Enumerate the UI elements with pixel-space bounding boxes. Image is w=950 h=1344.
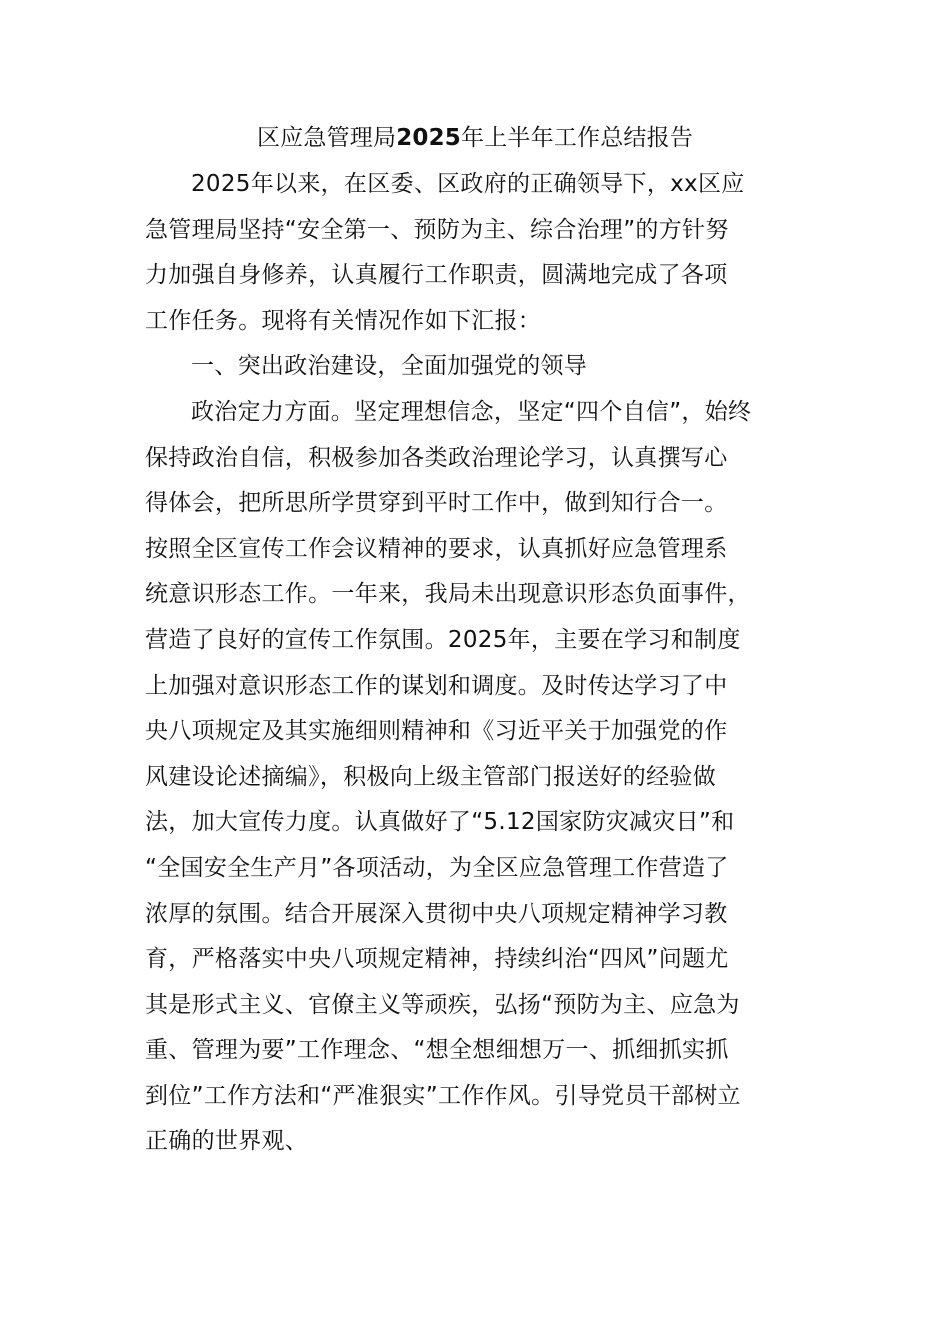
document-title <box>145 118 805 158</box>
paragraph-line: 其是形式主义、官僚主义等顽疾，弘扬“预防为主、应急为 <box>145 991 740 1018</box>
paragraph-line: 风建设论述摘编》，积极向上级主管部门报送好的经验做 <box>145 763 716 790</box>
paragraph-line: “全国安全生产月”各项活动，为全区应急管理工作营造了 <box>145 854 729 881</box>
paragraph-line: 重、管理为要”工作理念、“想全想细想万一、抓细抓实抓 <box>145 1037 729 1064</box>
paragraph-line: 营造了良好的宣传工作氛围。2025年，主要在学习和制度 <box>145 626 741 653</box>
paragraph-line: 政治定力方面。坚定理想信念，坚定“四个自信”，始终 <box>191 398 752 425</box>
paragraph-line: 保持政治自信，积极参加各类政治理论学习，认真撰写心 <box>145 444 728 471</box>
paragraph-line: 浓厚的氛围。结合开展深入贯彻中央八项规定精神学习教 <box>145 900 728 927</box>
paragraph-line: 统意识形态工作。一年来，我局未出现意识形态负面事件， <box>145 581 751 608</box>
paragraph-line: 育，严格落实中央八项规定精神，持续纠治“四风”问题尤 <box>145 946 729 973</box>
paragraph-line: 工作任务。现将有关情况作如下汇报： <box>145 307 542 334</box>
section-heading: 一、突出政治建设，全面加强党的领导 <box>191 353 588 380</box>
paragraph-line: 央八项规定及其实施细则精神和《习近平关于加强党的作 <box>145 718 728 745</box>
title-prefix: 区应急管理局 <box>256 125 397 151</box>
paragraph-line: 正确的世界观、 <box>145 1128 309 1155</box>
paragraph-line: 按照全区宣传工作会议精神的要求，认真抓好应急管理系 <box>145 535 728 562</box>
title-suffix: 年上半年工作总结报告 <box>461 125 694 151</box>
paragraph-line: 2025年以来，在区委、区政府的正确领导下，xx区应 <box>191 171 745 197</box>
paragraph-line: 得体会，把所思所学贯穿到平时工作中，做到知行合一。 <box>145 490 728 517</box>
paragraph-line: 急管理局坚持“安全第一、预防为主、综合治理”的方针努 <box>145 216 729 243</box>
paragraph-line: 到位”工作方法和“严准狠实”工作作风。引导党员干部树立 <box>145 1082 741 1109</box>
title-year: 2025 <box>396 125 462 151</box>
document-body <box>145 162 815 1165</box>
paragraph-line: 法，加大宣传力度。认真做好了“5.12国家防灾减灾日”和 <box>145 809 735 836</box>
paragraph-line: 力加强自身修养，认真履行工作职责，圆满地完成了各项 <box>145 262 728 289</box>
paragraph-line: 上加强对意识形态工作的谋划和调度。及时传达学习了中 <box>145 672 728 699</box>
